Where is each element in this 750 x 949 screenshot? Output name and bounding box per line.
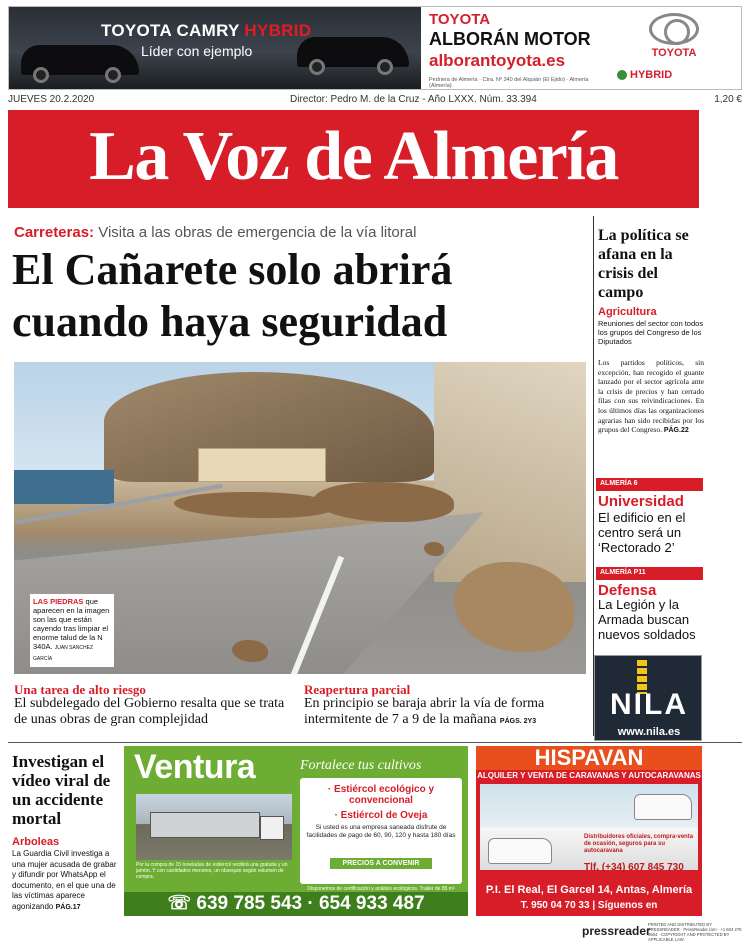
lead-photo[interactable] (14, 362, 586, 674)
truck-trailer (150, 812, 260, 838)
issue-date: JUEVES 20.2.2020 (8, 94, 95, 105)
photo-rock-pile (314, 482, 454, 522)
lead-kicker-category: Carreteras: (14, 224, 95, 241)
photo-rubble-slope (454, 562, 574, 652)
masthead-title: La Voz de Almería (89, 118, 618, 195)
car-left-front-wheel (33, 67, 49, 83)
right-story-3-section: ALMERÍA P11 (596, 567, 703, 580)
hispavan-tagline: ALQUILER Y VENTA DE CARAVANAS Y AUTOCARAVANAS (477, 771, 701, 780)
dateline (8, 94, 742, 108)
nila-logo: NILA (610, 688, 688, 721)
truck-cab (260, 816, 284, 840)
nila-website[interactable]: www.nila.es (617, 726, 681, 738)
dealer-fine-print: Pedriera de Almería · Ctra. Nº 340 del Alquián (El Ejido) · Almería (Almería) (429, 77, 589, 89)
ventura-offer-1: · Estiércol ecológico y convencional (327, 784, 435, 806)
sub-story-1-kicker: Una tarea de alto riesgo (14, 682, 146, 697)
toyota-logo-word: TOYOTA (651, 47, 697, 59)
photo-caption-text: que aparecen en la imagen son las que están cayendo tras limpiar el enorme talud de la N 340A. (33, 597, 110, 651)
right-story-1-page: PÁG.22 (663, 427, 689, 435)
ventura-footnote: Disponemos de certificación y análisis ecológicos. Tráiler de 85 m³ (307, 886, 455, 892)
right-story-2-text: El edificio en el centro será un ‘Rectorado 2’ (598, 510, 686, 555)
car-tagline: Líder con ejemplo (141, 43, 253, 59)
pressreader-footer[interactable] (582, 922, 742, 942)
ventura-price-button[interactable]: PRECIOS A CONVENIR (330, 858, 432, 869)
hispavan-promo: Distribuidores oficiales, compra-venta de ocasión, seguros para su autocaravana (584, 834, 694, 854)
car-right-rear-wheel (377, 59, 393, 75)
photo-caption (30, 594, 114, 667)
right-story-1-kicker: Agricultura (598, 306, 657, 318)
pressreader-fine-print: PRINTED AND DISTRIBUTED BY PRESSREADER · PressReader.com · +1 604 278 4604 · COPYRIGHT AND PROTECTED BY APPLICABLE LAW (648, 922, 742, 942)
issue-price: 1,20 € (714, 94, 742, 105)
ventura-offer-3: Si usted es una empresa saneada disfrute de facilidades de pago de 60, 90, 120 y hasta 180 días (306, 824, 456, 839)
dealer-brand: TOYOTA (429, 11, 491, 28)
pressreader-logo: pressreader (582, 924, 651, 938)
photo-sea (14, 470, 114, 504)
hispavan-logo: HISPAVAN (476, 746, 702, 770)
hispavan-photo (480, 784, 698, 873)
masthead[interactable] (8, 110, 699, 208)
right-story-1-body: Los partidos políticos, sin excepción, han recogido el guante lanzado por el sector agrícola ante la crisis de precios y han cerrado filas con sus reivindicaciones. En los últimos días las organizaciones agrarias han sido recibidas por los grupos del Congreso. PÁG.22 (598, 358, 704, 435)
car-ad-image (9, 7, 421, 89)
ventura-offer-2: · Estiércol de Oveja (334, 810, 428, 821)
right-story-2-section: ALMERÍA 6 (596, 478, 703, 491)
hybrid-leaf-icon (617, 70, 627, 80)
car-right-front-wheel (309, 59, 325, 75)
right-story-1-headline[interactable]: La política se afana en la crisis del campo (598, 227, 689, 301)
photo-caption-lead: LAS PIEDRAS (33, 597, 84, 606)
bottom-left-headline[interactable]: Investigan el vídeo viral de un accidente mortal (12, 752, 111, 828)
ventura-advertisement[interactable] (124, 746, 468, 916)
sub-story-2-pages: PÁGS. 2Y3 (499, 718, 537, 725)
hybrid-mark: HYBRID (617, 69, 672, 81)
bottom-left-kicker: Arboleas (12, 836, 60, 848)
right-story-3-title[interactable]: Defensa (598, 582, 657, 599)
photo-credit: JUAN SANCHEZ GARCÍA (33, 645, 94, 662)
bottom-divider (8, 742, 742, 743)
lead-headline[interactable]: El Cañarete solo abrirá cuando haya seguridad (12, 245, 453, 346)
ventura-offer-box (300, 778, 462, 884)
lead-kicker (14, 224, 416, 241)
director-line: Director: Pedro M. de la Cruz - Año LXXX. Núm. 33.394 (290, 94, 537, 105)
photo-rock-pile (174, 492, 334, 518)
ventura-small-print: Por la compra de 15 toneladas de estiércol recibirá una gratuita y un jamón. Y con cantidades menores, un obsequio según volumen de compra. (136, 862, 288, 880)
hispavan-motorhome (634, 794, 692, 820)
ventura-phones[interactable]: ☏ 639 785 543 · 654 933 487 (124, 892, 468, 916)
ventura-truck-photo (136, 794, 292, 860)
lead-kicker-text: Visita a las obras de emergencia de la vía litoral (98, 224, 417, 241)
dealer-website[interactable]: alborantoyota.es (429, 51, 566, 70)
photo-rock (424, 542, 444, 556)
sub-story-1-text[interactable]: El subdelegado del Gobierno resalta que se trata de unas obras de gran complejidad (14, 696, 285, 727)
hispavan-advertisement[interactable] (476, 746, 702, 916)
photo-hotel-building (198, 448, 326, 482)
sub-story-2-text[interactable]: En principio se baraja abrir la vía de forma intermitente de 7 a 9 de la mañana PÁGS. 2Y3 (304, 696, 545, 727)
photo-cliff-right (434, 362, 586, 582)
bottom-left-page: PÁG.17 (55, 903, 81, 911)
car-left-rear-wheel (105, 67, 121, 83)
hispavan-address: P.I. El Real, El Garcel 14, Antas, Almería (485, 884, 693, 896)
bottom-left-body: La Guardia Civil investiga a una mujer acusada de grabar y difundir por WhatsApp el documento, en el que una de las víctimas aparece agonizando PÁG.17 (12, 849, 117, 911)
right-story-3-text: La Legión y la Armada buscan nuevos soldados (598, 597, 696, 642)
hispavan-telephone[interactable]: T. 950 04 70 33 | Síguenos en (520, 900, 658, 911)
ventura-slogan: Fortalece tus cultivos (300, 758, 422, 773)
hispavan-mobile: Tlf. (+34) 607 845 730 (584, 862, 684, 873)
ventura-logo: Ventura (134, 748, 256, 786)
right-story-1-summary: Reuniones del sector con todos los grupos del Congreso de los Diputados (598, 319, 704, 346)
sub-story-2-kicker: Reapertura parcial (304, 682, 411, 697)
toyota-logo-icon (649, 13, 699, 45)
hispavan-caravan (488, 838, 552, 864)
car-model-title: TOYOTA CAMRY HYBRID (101, 21, 312, 40)
nila-advertisement[interactable] (594, 655, 702, 741)
dealer-name: ALBORÁN MOTOR (429, 29, 591, 49)
top-advertisement[interactable] (8, 6, 742, 90)
right-story-2-title[interactable]: Universidad (598, 493, 684, 510)
